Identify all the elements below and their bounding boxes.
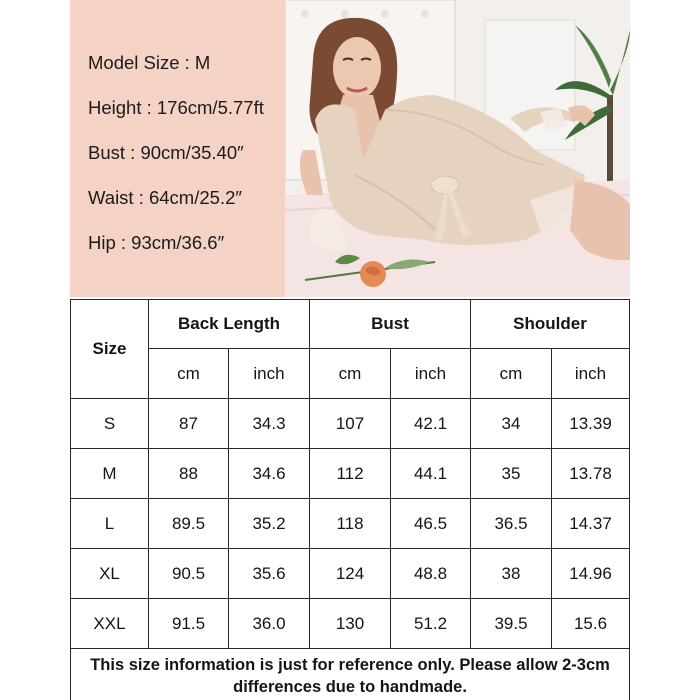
size-chart-table (70, 299, 630, 700)
table-cell: 130 (310, 599, 391, 649)
table-cell: 36.0 (229, 599, 310, 649)
table-cell: 39.5 (471, 599, 552, 649)
table-cell: 44.1 (391, 449, 471, 499)
table-cell: 46.5 (391, 499, 471, 549)
model-bust-text: Bust : 90cm/35.40″ (88, 142, 244, 163)
model-hip-text: Hip : 93cm/36.6″ (88, 232, 225, 253)
table-row (71, 449, 630, 499)
unit-header: cm (471, 349, 552, 399)
model-waist-text: Waist : 64cm/25.2″ (88, 187, 242, 208)
table-cell: 87 (149, 399, 229, 449)
unit-header: cm (310, 349, 391, 399)
unit-header: inch (552, 349, 630, 399)
size-label: L (71, 499, 149, 549)
table-cell: 14.37 (552, 499, 630, 549)
table-cell: 34.3 (229, 399, 310, 449)
table-cell: 91.5 (149, 599, 229, 649)
table-cell: 36.5 (471, 499, 552, 549)
table-cell: 34 (471, 399, 552, 449)
size-disclaimer (71, 649, 630, 700)
table-cell: 112 (310, 449, 391, 499)
size-label: M (71, 449, 149, 499)
table-row (71, 499, 630, 549)
model-info-panel (70, 0, 285, 297)
table-cell: 88 (149, 449, 229, 499)
table-note-row (71, 649, 630, 700)
table-cell: 48.8 (391, 549, 471, 599)
table-cell: 13.78 (552, 449, 630, 499)
unit-header: cm (149, 349, 229, 399)
table-cell: 51.2 (391, 599, 471, 649)
model-height-text: Height : 176cm/5.77ft (88, 97, 264, 118)
table-cell: 14.96 (552, 549, 630, 599)
table-cell: 35.2 (229, 499, 310, 549)
unit-header: inch (391, 349, 471, 399)
table-cell: 107 (310, 399, 391, 449)
size-label: XXL (71, 599, 149, 649)
table-cell: 38 (471, 549, 552, 599)
table-header-row (71, 300, 630, 349)
unit-header: inch (229, 349, 310, 399)
table-units-row (71, 349, 630, 399)
table-row (71, 599, 630, 649)
table-cell: 15.6 (552, 599, 630, 649)
product-photo (285, 0, 630, 297)
table-row (71, 399, 630, 449)
disclaimer-line-1: This size information is just for reference only. Please allow 2-3cm (90, 656, 610, 674)
table-cell: 124 (310, 549, 391, 599)
table-cell: 89.5 (149, 499, 229, 549)
table-cell: 118 (310, 499, 391, 549)
model-illustration (285, 0, 630, 297)
table-cell: 35 (471, 449, 552, 499)
table-cell: 90.5 (149, 549, 229, 599)
bust-header: Bust (310, 300, 471, 349)
model-size-text: Model Size : M (88, 52, 211, 73)
size-label: XL (71, 549, 149, 599)
size-column-header: Size (71, 300, 149, 399)
table-cell: 13.39 (552, 399, 630, 449)
disclaimer-line-2: differences due to handmade. (233, 678, 467, 696)
size-label: S (71, 399, 149, 449)
table-cell: 34.6 (229, 449, 310, 499)
table-row (71, 549, 630, 599)
table-cell: 42.1 (391, 399, 471, 449)
table-cell: 35.6 (229, 549, 310, 599)
shoulder-header: Shoulder (471, 300, 630, 349)
back-length-header: Back Length (149, 300, 310, 349)
